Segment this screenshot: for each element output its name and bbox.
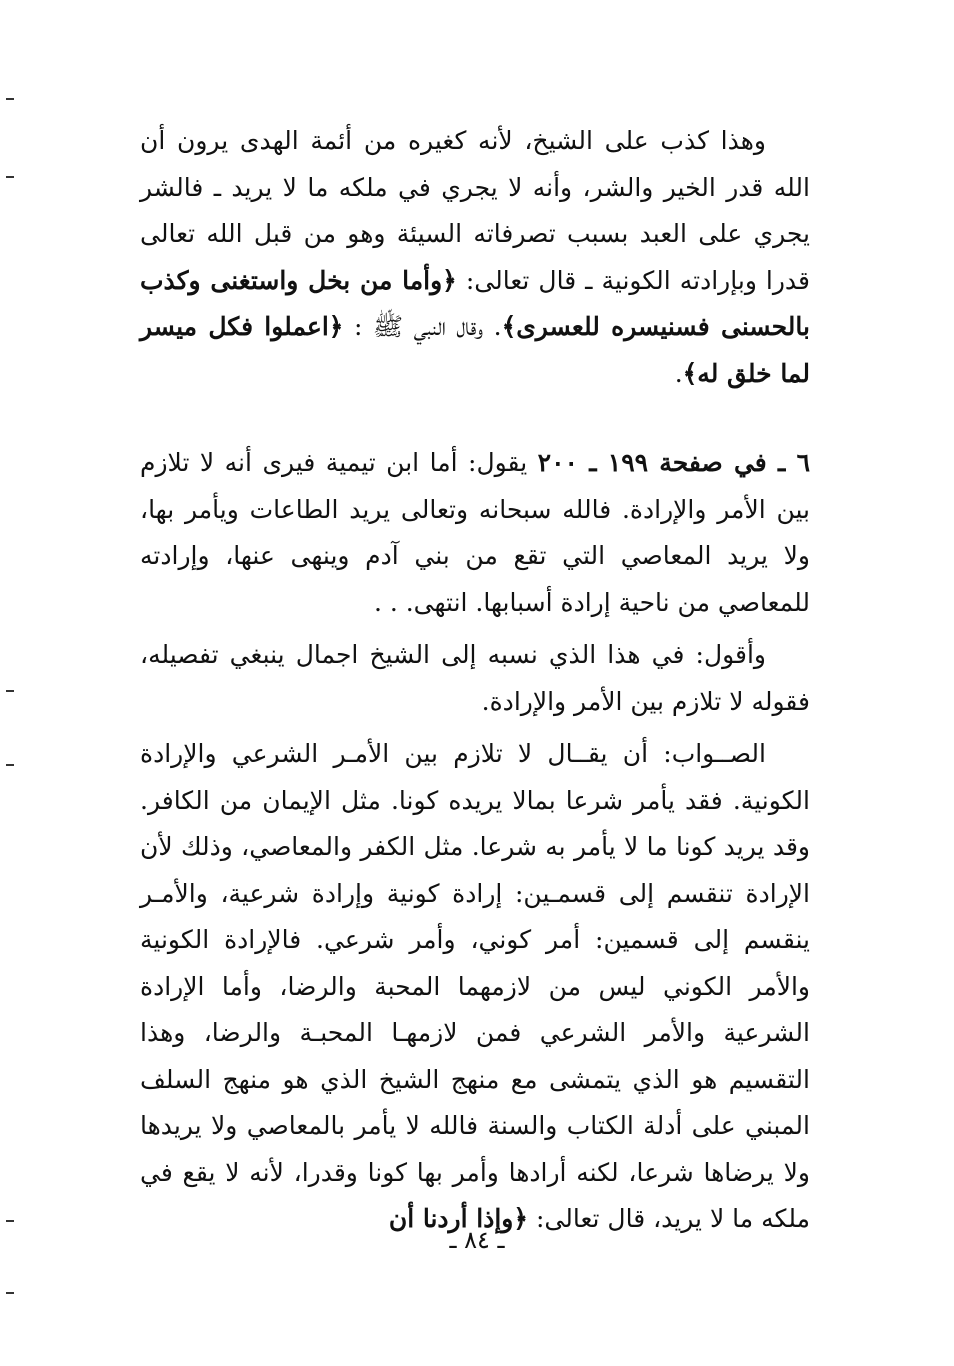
- margin-mark: [6, 98, 14, 100]
- margin-mark: [6, 176, 14, 178]
- margin-mark: [6, 1292, 14, 1294]
- margin-mark: [6, 1220, 14, 1222]
- paragraph-3: [140, 632, 810, 725]
- hadith-quote: ﴿اعملوا فكل ميسر لما خلق له﴾: [140, 312, 810, 388]
- paragraph-1-text: وهذا كذب على الشيخ، لأنه كغيره من أئمة الهدى يرون أن الله قدر الخير والشر، وأنه لا يجري في ملكه ما لا يريد ـ فالشر يجري على العبد بسبب تصرفاته السيئة وهو من قبل الله تعالى قدرا وبإرادته الكونية ـ قال تعالى:: [140, 126, 811, 295]
- section-1: [140, 118, 810, 397]
- paragraph-4: [140, 731, 810, 1243]
- paragraph-4-text: الصــواب: أن يقــال لا تلازم بين الأمـر الشرعي والإرادة الكونية. فقد يأمر شرعا بمالا يريده كونا. مثل الإيمان من الكافر. وقد يريد كونا ما لا يأمر به شرعا. مثل الكفر والمعاصي، وذلك لأن الإرادة تنقسم إلى قسمـين: إرادة كونية وإرادة شرعية، والأمـر ينقسم إلى قسمين: أمر كوني، وأمر شرعي. فالإرادة الكونية والأمر الكوني ليس من لازمهما المحبة والرضا، وأما الإرادة الشرعية والأمر الشرعي فمن لازمهـا المحبـة والرضا، وهذا التقسيم هو الذي يتمشى مع منهج الشيخ الذي هو منهج السلف المبني على أدلة الكتاب والسنة فالله لا يأمر بالمعاصي ولا يريدها ولا يرضاها شرعا، لكنه أرادها وأمر بها كونا وقدرا، لأنه لا يقع في ملكه ما لا يريد، قال تعالى:: [140, 739, 810, 1233]
- paragraph-1-mid: . وقال النبي ﷺ :: [353, 312, 502, 341]
- quran-verse-1: ﴿وأما من بخل واستغنى وكذب بالحسنى فسنيسره للعسرى﴾: [140, 265, 810, 341]
- quran-verse-2: ﴿وإذا أردنا أن: [388, 1204, 529, 1233]
- page-number: ـ ٨٤ ـ: [449, 1226, 505, 1254]
- paragraph-3-text: وأقول: في هذا الذي نسبه إلى الشيخ اجمال ينبغي تفصيله، فقوله لا تلازم بين الأمر والإرادة.: [140, 640, 810, 716]
- paragraph-2-text: يقول: أما ابن تيمية فيرى أنه لا تلازم بين الأمر والإرادة. فالله سبحانه وتعالى يريد الطاعات ويأمر بها، ولا يريد المعاصي التي تقع من بني آدم وينهى عنها، وإرادته للمعاصي من ناحية إرادة أسبابها. انتهى. . .: [140, 448, 810, 617]
- item-number: ٦ ـ في صفحة ١٩٩ ـ ٢٠٠: [537, 448, 811, 477]
- paragraph-1-end: .: [674, 358, 683, 388]
- section-2: [140, 440, 810, 1243]
- paragraph-1: [140, 118, 810, 397]
- paragraph-2: [140, 440, 810, 626]
- margin-mark: [6, 764, 14, 766]
- margin-mark: [6, 690, 14, 692]
